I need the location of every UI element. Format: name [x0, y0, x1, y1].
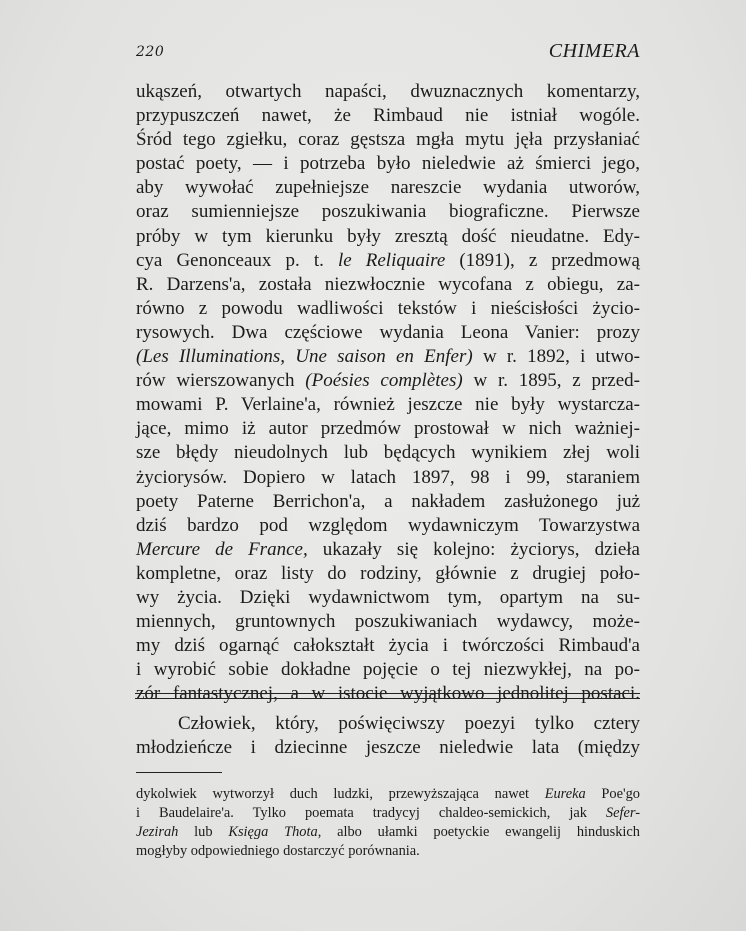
italic-title: Jezirah: [136, 824, 179, 840]
text-line: [136, 345, 640, 369]
text-line: [136, 712, 640, 736]
text-segment: zór fantastycznej, a w istocie wyjątkowo jednolitej postaci.: [136, 683, 640, 705]
text-segment: Śród tego zgiełku, coraz gęstsza mgła mytu jęła przysłaniać: [136, 129, 640, 151]
text-segment: my dziś ogarnąć całokształt życia i twórczości Rimbaud'a: [136, 635, 640, 657]
text-line: [136, 297, 640, 321]
text-line: [136, 417, 640, 441]
text-segment: kompletne, oraz listy do rodziny, głównie z drugiej poło-: [136, 562, 640, 584]
text-line: [136, 176, 640, 200]
main-paragraph: [136, 80, 640, 706]
italic-title: Księga Thota: [228, 824, 318, 840]
italic-title: (Les Illuminations, Une saison en Enfer): [136, 346, 473, 368]
text-segment: wy życia. Dzięki wydawnictwom tym, opartym na su-: [136, 586, 640, 608]
text-line: [136, 249, 640, 273]
text-line: [136, 823, 640, 842]
footnote: [136, 785, 640, 861]
text-segment: Człowiek, który, poświęciwszy poezyi tylko cztery: [178, 713, 640, 734]
italic-title: le Reliquaire: [337, 249, 446, 271]
text-segment: sze błędy nieudolnych lub będących wynikiem złej woli: [136, 442, 640, 464]
text-segment: jące, mimo iż autor przedmów prostował w nich ważniej-: [136, 418, 640, 440]
text-line: [136, 321, 640, 345]
text-line: [136, 200, 640, 224]
text-line: [136, 785, 640, 804]
text-segment: równo z powodu wadliwości tekstów i nieścisłości życio-: [136, 297, 640, 319]
running-title: CHIMERA: [548, 40, 640, 62]
text-line: [136, 842, 640, 861]
text-line: [136, 586, 640, 610]
text-segment: mowami P. Verlaine'a, również jeszcze nie były wystarcza-: [136, 394, 640, 416]
text-segment: dykolwiek wytworzył duch ludzki, przewyższająca nawet: [136, 786, 545, 802]
text-line: [136, 441, 640, 465]
text-segment: postać poety, — i potrzeba było nieledwie aż śmierci jego,: [136, 153, 640, 175]
text-segment: lub: [178, 824, 229, 840]
text-segment: dziś bardzo pod względom wydawniczym Towarzystwa: [136, 514, 640, 536]
text-line: [136, 514, 640, 538]
text-line: [136, 152, 640, 176]
text-line: [136, 393, 640, 417]
text-segment: mogłyby odpowiedniego dostarczyć porównania.: [136, 843, 420, 859]
text-segment: R. Darzens'a, została niezwłocznie wycofana z obiegu, za-: [136, 273, 640, 295]
text-line: [136, 273, 640, 297]
text-line: [136, 562, 640, 586]
text-line: [136, 538, 640, 562]
text-segment: oraz sumienniejsze poszukiwania biograficzne. Pierwsze: [136, 201, 640, 223]
text-segment: w r. 1892, i utwo-: [472, 346, 640, 368]
text-segment: miennych, gruntownych poszukiwaniach wydawcy, może-: [136, 611, 640, 633]
second-paragraph: [136, 712, 640, 760]
text-segment: ukazały się kolejno: życiorys, dzieła: [307, 538, 640, 560]
text-line: [136, 610, 640, 634]
text-segment: Poe'go: [585, 786, 640, 802]
text-segment: i Baudelaire'a. Tylko poemata tradycyj chaldeo-semickich, jak: [136, 805, 606, 821]
footnote-rule: [136, 772, 222, 773]
section-divider: [135, 693, 640, 699]
text-segment: aby wywołać zupełniejsze nareszcie wydania utworów,: [136, 177, 640, 199]
text-segment: ukąszeń, otwartych napaści, dwuznacznych komentarzy,: [136, 81, 640, 102]
text-line: [136, 466, 640, 490]
text-line: [136, 369, 640, 393]
text-segment: próby w tym kierunku były zresztą dość nieudatne. Edy-: [136, 225, 640, 247]
text-line: [136, 804, 640, 823]
text-segment: i wyrobić sobie dokładne pojęcie o tej niezwykłej, na po-: [136, 659, 640, 681]
page-header: [136, 40, 640, 64]
text-segment: poety Paterne Berrichon'a, a nakładem zasłużonego już: [136, 490, 640, 512]
italic-title: Mercure de France,: [136, 538, 308, 560]
text-segment: (1891), z przedmową: [445, 249, 640, 271]
text-line: [136, 490, 640, 514]
text-segment: , albo ułamki poetyckie ewangelij hinduskich: [317, 824, 640, 840]
text-line: [136, 225, 640, 249]
text-line: [136, 104, 640, 128]
text-segment: życiorysów. Dopiero w latach 1897, 98 i 99, staraniem: [136, 466, 640, 488]
page-number: 220: [136, 44, 165, 60]
text-line: [136, 80, 640, 104]
text-segment: przypuszczeń nawet, że Rimbaud nie istniał wogóle.: [136, 105, 640, 127]
text-segment: rów wierszowanych: [136, 370, 306, 392]
text-line: [136, 634, 640, 658]
text-segment: młodzieńcze i dziecinne jeszcze nieledwie lata (między: [136, 737, 640, 759]
text-segment: rysowych. Dwa częściowe wydania Leona Vanier: prozy: [136, 321, 640, 343]
text-line: [136, 736, 640, 760]
italic-title: Sefer-: [605, 805, 640, 821]
text-segment: w r. 1895, z przed-: [462, 370, 640, 392]
text-segment: cya Genonceaux p. t.: [136, 249, 338, 271]
italic-title: Eureka: [544, 786, 586, 802]
text-line: [136, 658, 640, 682]
text-line: [136, 128, 640, 152]
italic-title: (Poésies complètes): [305, 370, 463, 392]
